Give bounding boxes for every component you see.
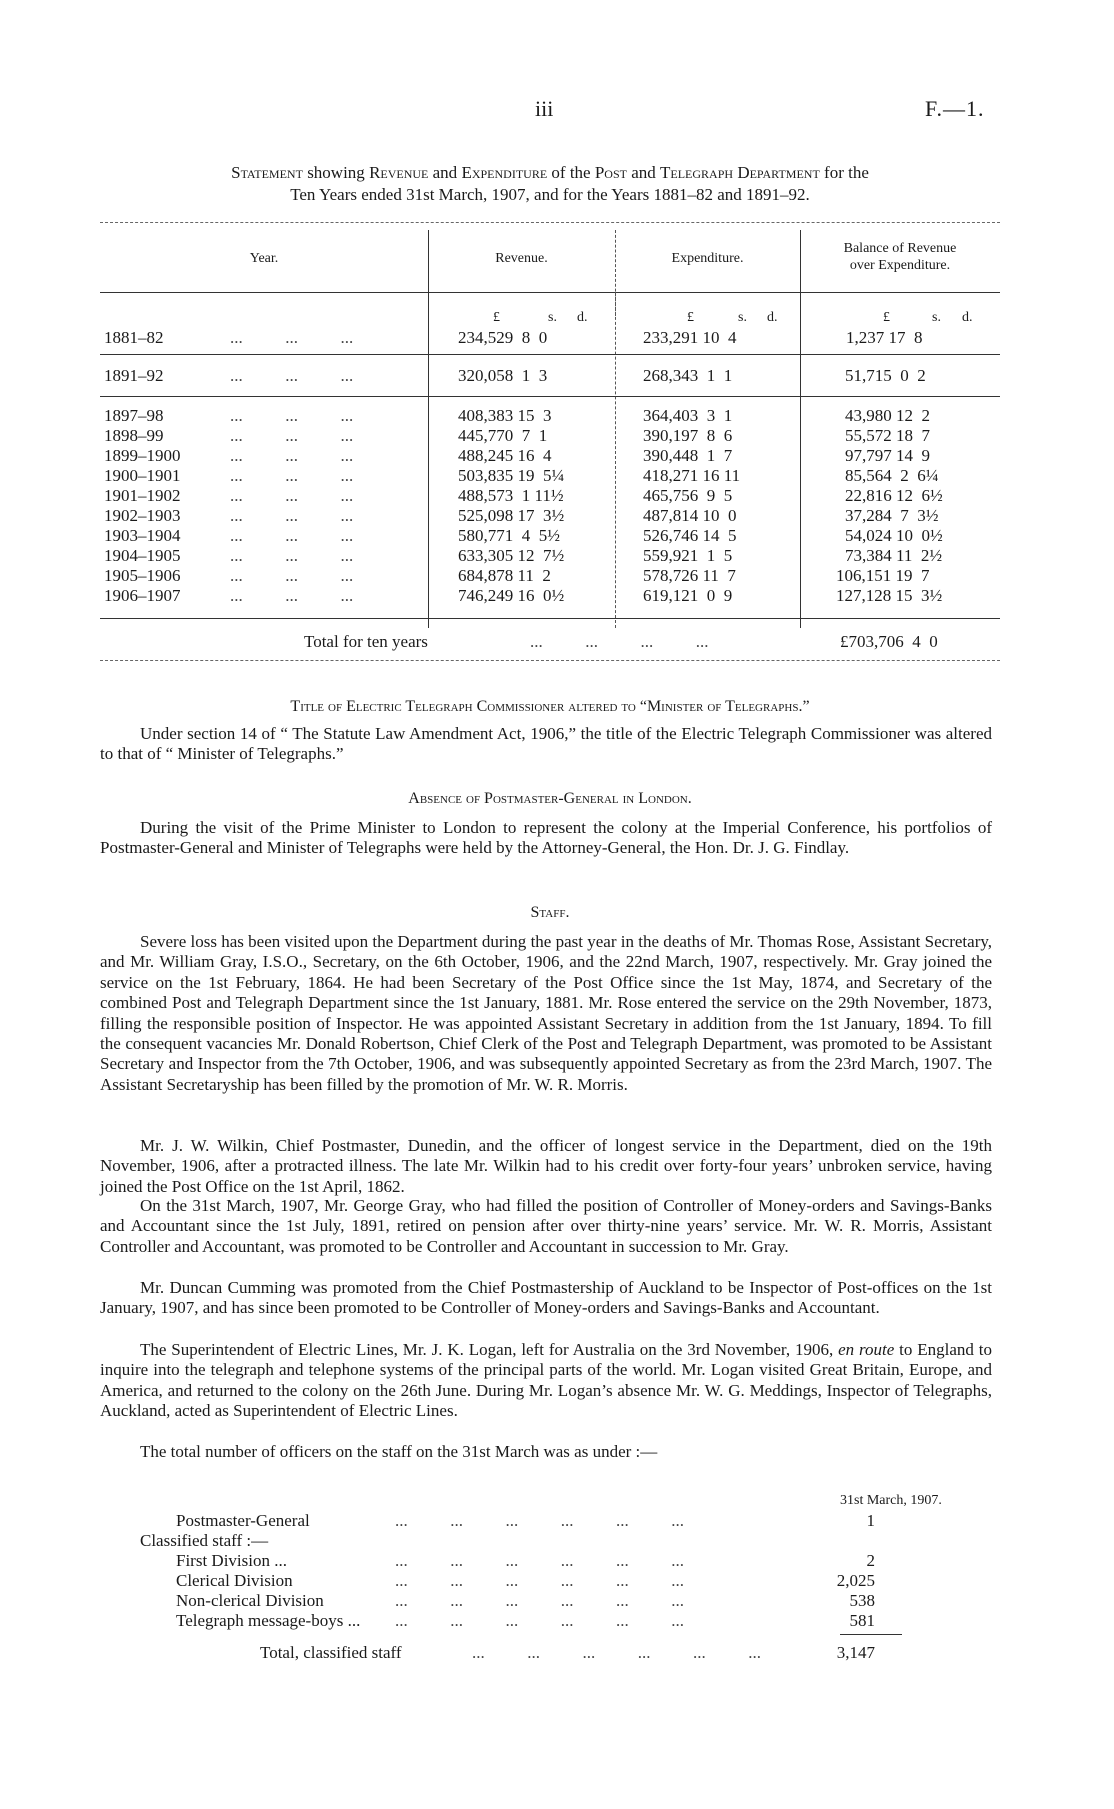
paragraph: Mr. Duncan Cumming was promoted from the Chief Postmastership of Auckland to be Inspector of Post-offices on the 1st January, 1907, and has since been promoted to be Controller of Money-orders and Savings-Banks and Accountant. — [100, 1278, 992, 1318]
expenditure-cell: 487,814 10 0 — [643, 506, 737, 525]
page-number: iii — [535, 96, 554, 121]
row-rule — [100, 354, 1000, 355]
revenue-cell: 684,878 11 2 — [458, 566, 551, 585]
revenue-cell: 633,305 12 7½ — [458, 546, 565, 565]
paragraph: Under section 14 of “ The Statute Law Amendment Act, 1906,” the title of the Electric Telegraph Commissioner was altered to that of “ Minister of Telegraphs.” — [100, 724, 992, 764]
statement-title — [100, 162, 1000, 206]
paragraph: On the 31st March, 1907, Mr. George Gray, who had filled the position of Controller of Money-orders and Savings-Banks and Accountant since the 1st July, 1891, retired on pension after over thirty-nine years’ service. Mr. W. R. Morris, Assistant Controller and Accountant, was promoted to be Controller and Accountant in succession to Mr. Gray. — [100, 1196, 992, 1256]
section-heading: Absence of Postmaster-General in London. — [408, 790, 692, 807]
table-top-rule — [100, 222, 1000, 223]
leader-dots: ... ... ... — [230, 426, 354, 445]
header-balance — [800, 240, 1000, 274]
leader-dots: ... ... ... — [230, 506, 354, 525]
expenditure-cell: 526,746 14 5 — [643, 526, 737, 545]
revenue-cell: 488,573 1 11½ — [458, 486, 564, 505]
title-word: Expenditure — [461, 163, 548, 182]
title-line-2: Ten Years ended 31st March, 1907, and for the Years 1881–82 and 1891–92. — [290, 185, 810, 204]
leader-dots: ... ... ... ... ... ... — [395, 1571, 684, 1590]
unit-shilling: s. — [738, 310, 747, 325]
year-cell: 1901–1902 — [104, 486, 181, 505]
revenue-cell: 503,835 19 5¼ — [458, 466, 565, 485]
staff-row-label: Telegraph message-boys ... — [176, 1611, 361, 1630]
expenditure-cell: 390,448 1 7 — [643, 446, 733, 465]
title-word: and — [626, 163, 661, 182]
title-word: of the — [547, 163, 595, 182]
year-cell: 1899–1900 — [104, 446, 181, 465]
leader-dots: ... ... ... — [230, 406, 354, 425]
title-word: showing — [302, 163, 370, 182]
staff-row-label: Non-clerical Division — [176, 1591, 324, 1610]
column-divider — [428, 292, 429, 628]
title-word: Revenue — [369, 163, 429, 182]
title-word: Statement — [231, 163, 303, 182]
expenditure-cell: 418,271 16 11 — [643, 466, 741, 485]
paragraph: Severe loss has been visited upon the Department during the past year in the deaths of Mr. Thomas Rose, Assistant Secretary, and Mr. William Gray, I.S.O., Secretary, on the 6th October, 1906, and the 22nd March, 1907, respectively. Mr. Gray joined the service on the 1st February, 1864. He had been Secretary of the Post Office since the 1st May, 1874, and Secretary of the combined Post and Telegraph Department since the 1st January, 1881. Mr. Rose entered the service on the 29th November, 1873, filling the responsible position of Inspector. He was appointed Assistant Secretary in addition from the 1st January, 1894. To fill the consequent vacancies Mr. Donald Robertson, Chief Clerk of the Post and Telegraph Department, was promoted to be Assistant Secretary and Inspector from the 7th October, 1906, and was subsequently appointed Secretary as from the 23rd March, 1907. The Assistant Secretaryship has been filled by the promotion of Mr. W. R. Morris. — [100, 932, 992, 1094]
staff-row-value: 2,025 — [836, 1571, 875, 1590]
header-year: Year. — [249, 251, 279, 266]
balance-cell: 85,564 2 6¼ — [845, 466, 939, 485]
unit-pence: d. — [577, 310, 588, 325]
leader-dots: ... ... ... ... ... ... — [472, 1643, 761, 1662]
revenue-cell: 746,249 16 0½ — [458, 586, 565, 605]
row-rule — [100, 618, 1000, 619]
leader-dots: ... ... ... — [230, 526, 354, 545]
sum-rule — [840, 1634, 902, 1635]
staff-row-label: Classified staff :— — [140, 1531, 269, 1550]
balance-cell: 73,384 11 2½ — [845, 546, 943, 565]
paragraph-italic: en route — [838, 1340, 895, 1359]
expenditure-cell: 619,121 0 9 — [643, 586, 733, 605]
expenditure-cell: 578,726 11 7 — [643, 566, 736, 585]
unit-pound: £ — [687, 310, 694, 325]
paragraph: The total number of officers on the staff on the 31st March was as under :— — [140, 1442, 658, 1461]
balance-cell: 55,572 18 7 — [845, 426, 930, 445]
leader-dots: ... ... ... ... ... ... — [395, 1591, 684, 1610]
leader-dots: ... ... ... ... — [530, 632, 709, 651]
year-cell: 1898–99 — [104, 426, 164, 445]
year-cell: 1904–1905 — [104, 546, 181, 565]
staff-row-value: 538 — [849, 1591, 875, 1610]
paragraph — [100, 1340, 992, 1422]
leader-dots: ... ... ... — [230, 486, 354, 505]
staff-total-value: 3,147 — [836, 1643, 875, 1662]
leader-dots: ... ... ... — [230, 446, 354, 465]
year-cell: 1906–1907 — [104, 586, 181, 605]
title-word: for the — [819, 163, 869, 182]
unit-shilling: s. — [548, 310, 557, 325]
balance-cell: 106,151 19 7 — [836, 566, 930, 585]
year-cell: 1897–98 — [104, 406, 164, 425]
year-cell: 1881–82 — [104, 328, 164, 347]
leader-dots: ... ... ... — [230, 546, 354, 565]
staff-total-label: Total, classified staff — [260, 1643, 402, 1662]
revenue-table — [100, 222, 1000, 676]
paragraph-text: The Superintendent of Electric Lines, Mr. J. K. Logan, left for Australia on the 3rd November, 1906, — [140, 1340, 839, 1359]
balance-cell: 43,980 12 2 — [845, 406, 930, 425]
header-expenditure: Expenditure. — [671, 251, 744, 266]
paragraph-text: to England to inquire into the telegraph and telephone systems of the principal parts of the world. Mr. Logan visited Great Britain, Europe, and America, and returned to the colony on the 26th June. During Mr. Logan’s absence Mr. W. G. Meddings, Inspector of Telegraphs, Auckland, acted as Superintendent of Electric Lines. — [100, 1340, 992, 1421]
column-divider — [800, 292, 801, 628]
leader-dots: ... ... ... ... ... ... — [395, 1611, 684, 1630]
unit-shilling: s. — [932, 310, 941, 325]
title-word: Post — [594, 163, 627, 182]
staff-row-value: 2 — [866, 1551, 875, 1570]
expenditure-cell: 390,197 8 6 — [643, 426, 733, 445]
revenue-cell: 525,098 17 3½ — [458, 506, 565, 525]
header-rule — [100, 292, 1000, 293]
paragraph: Mr. J. W. Wilkin, Chief Postmaster, Dunedin, and the officer of longest service in the Department, died on the 19th November, 1906, after a protracted illness. The late Mr. Wilkin had to his credit over forty-four years’ unbroken service, having joined the Post Office on the 1st April, 1862. — [100, 1136, 992, 1196]
unit-pence: d. — [767, 310, 778, 325]
table-bottom-rule — [100, 660, 1000, 661]
expenditure-cell: 233,291 10 4 — [643, 328, 737, 347]
document-reference: F.—1. — [925, 96, 985, 121]
section-heading: Title of Electric Telegraph Commissioner altered to “Minister of Telegraphs.” — [290, 698, 810, 715]
staff-row-value: 581 — [849, 1611, 875, 1630]
leader-dots: ... ... ... — [230, 566, 354, 585]
revenue-cell: 488,245 16 4 — [458, 446, 552, 465]
staff-column-header: 31st March, 1907. — [840, 1493, 942, 1508]
header-balance-line-1: Balance of Revenue — [843, 241, 957, 256]
balance-cell: 22,816 12 6½ — [845, 486, 943, 505]
expenditure-cell: 364,403 3 1 — [643, 406, 733, 425]
total-label: Total for ten years — [304, 632, 428, 651]
leader-dots: ... ... ... — [230, 466, 354, 485]
revenue-cell: 408,383 15 3 — [458, 406, 552, 425]
staff-row-value: 1 — [866, 1511, 875, 1530]
staff-row-label: First Division ... — [176, 1551, 287, 1570]
staff-row-label: Clerical Division — [176, 1571, 293, 1590]
staff-table — [100, 1493, 1000, 1673]
balance-cell: 37,284 7 3½ — [845, 506, 939, 525]
header-balance-line-2: over Expenditure. — [849, 258, 951, 273]
revenue-cell: 445,770 7 1 — [458, 426, 548, 445]
leader-dots: ... ... ... ... ... ... — [395, 1551, 684, 1570]
revenue-cell: 320,058 1 3 — [458, 366, 548, 385]
balance-cell: 51,715 0 2 — [845, 366, 926, 385]
balance-cell: 1,237 17 8 — [846, 328, 923, 347]
unit-pound: £ — [493, 310, 500, 325]
title-word: Telegraph Department — [660, 163, 820, 182]
unit-pound: £ — [883, 310, 890, 325]
column-divider — [615, 292, 616, 628]
revenue-cell: 234,529 8 0 — [458, 328, 548, 347]
leader-dots: ... ... ... — [230, 586, 354, 605]
year-cell: 1891–92 — [104, 366, 164, 385]
year-cell: 1905–1906 — [104, 566, 181, 585]
unit-pence: d. — [962, 310, 973, 325]
year-cell: 1903–1904 — [104, 526, 181, 545]
expenditure-cell: 268,343 1 1 — [643, 366, 733, 385]
total-value: £703,706 4 0 — [840, 632, 938, 651]
balance-cell: 97,797 14 9 — [845, 446, 930, 465]
header-revenue: Revenue. — [495, 251, 548, 266]
section-heading: Staff. — [530, 904, 570, 921]
leader-dots: ... ... ... — [230, 366, 354, 385]
leader-dots: ... ... ... — [230, 328, 354, 347]
balance-cell: 54,024 10 0½ — [845, 526, 943, 545]
paragraph: During the visit of the Prime Minister to London to represent the colony at the Imperial Conference, his portfolios of Postmaster-General and Minister of Telegraphs were held by the Attorney-General, the Hon. Dr. J. G. Findlay. — [100, 818, 992, 858]
expenditure-cell: 465,756 9 5 — [643, 486, 733, 505]
row-rule — [100, 396, 1000, 397]
expenditure-cell: 559,921 1 5 — [643, 546, 733, 565]
staff-row-label: Postmaster-General — [176, 1511, 310, 1530]
year-cell: 1900–1901 — [104, 466, 181, 485]
leader-dots: ... ... ... ... ... ... — [395, 1511, 684, 1530]
balance-cell: 127,128 15 3½ — [836, 586, 943, 605]
title-word: and — [428, 163, 462, 182]
revenue-cell: 580,771 4 5½ — [458, 526, 560, 545]
year-cell: 1902–1903 — [104, 506, 181, 525]
